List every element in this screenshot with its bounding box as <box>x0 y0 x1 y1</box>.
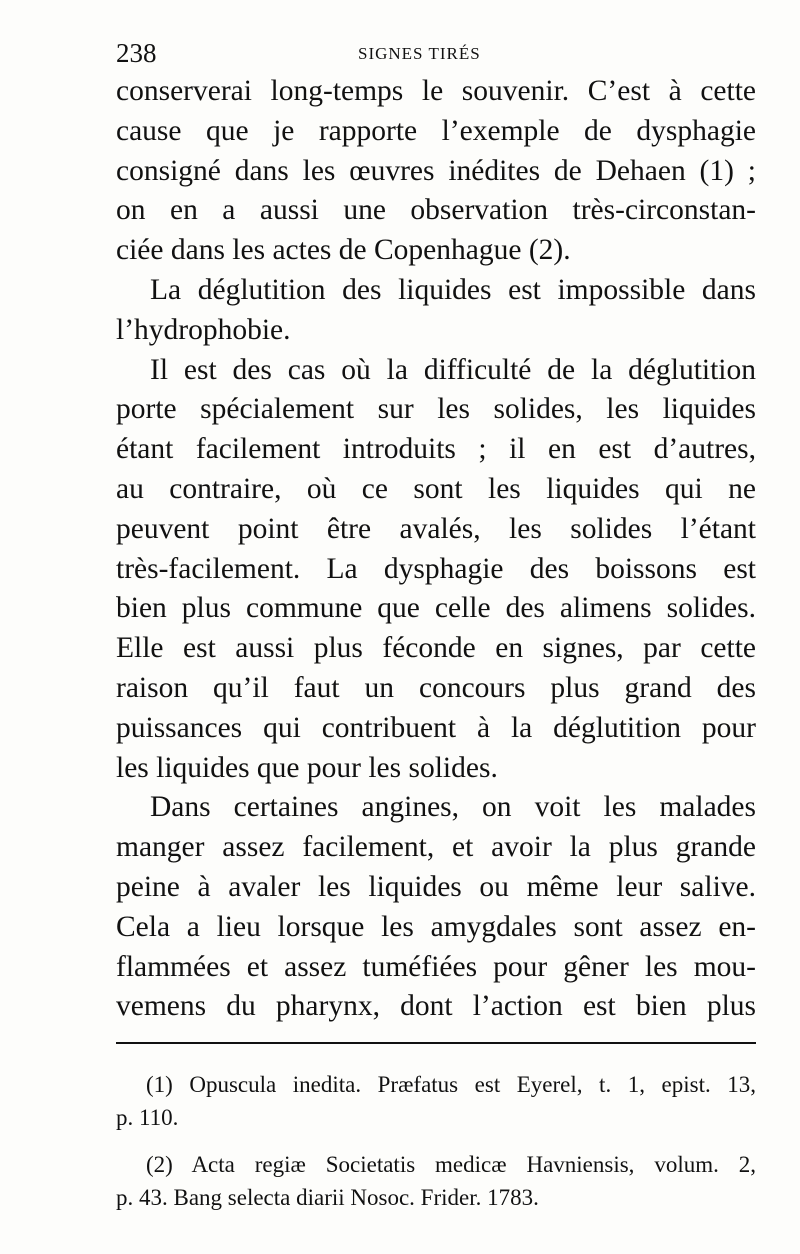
footnote-rule <box>116 1042 756 1044</box>
body-line: Cela a lieu lorsque les amygdales sont assez en- <box>116 910 756 943</box>
body-text <box>116 72 756 1027</box>
body-line: bien plus commune que celle des alimens solides. <box>116 592 756 625</box>
footnote-line: p. 43. Bang selecta diarii Nosoc. Frider. 1783. <box>116 1185 539 1210</box>
body-line: puissances qui contribuent à la déglutition pour <box>116 711 756 744</box>
footnote-2 <box>116 1148 756 1214</box>
body-line: très-facilement. La dysphagie des boissons est <box>116 552 756 585</box>
body-line: cause que je rapporte l’exemple de dysphagie <box>116 114 756 147</box>
body-line: La déglutition des liquides est impossible dans <box>150 273 756 306</box>
footnote-line: p. 110. <box>116 1105 179 1130</box>
body-line: l’hydrophobie. <box>116 313 291 346</box>
footnote-line: (1) Opuscula inedita. Præfatus est Eyerel, t. 1, epist. 13, <box>146 1072 756 1097</box>
page-number: 238 <box>116 38 157 68</box>
body-line: raison qu’il faut un concours plus grand des <box>116 671 756 704</box>
body-line: étant facilement introduits ; il en est d’autres, <box>116 433 756 466</box>
body-line: vemens du pharynx, dont l’action est bien plus <box>116 990 756 1023</box>
footnote-line: (2) Acta regiæ Societatis medicæ Havniensis, volum. 2, <box>146 1152 756 1177</box>
page-header <box>116 38 756 72</box>
body-line: manger assez facilement, et avoir la plus grande <box>116 831 756 864</box>
body-line: conserverai long-temps le souvenir. C’est à cette <box>116 75 756 107</box>
body-line: on en a aussi une observation très-circonstan- <box>116 194 756 227</box>
body-line: Elle est aussi plus féconde en signes, par cette <box>116 632 756 665</box>
footnote-gap <box>116 1134 756 1148</box>
body-line: consigné dans les œuvres inédites de Dehaen (1) ; <box>116 154 756 187</box>
footnote-1 <box>116 1068 756 1134</box>
body-line: Dans certaines angines, on voit les malades <box>150 791 756 824</box>
body-line: peine à avaler les liquides ou même leur salive. <box>116 870 756 903</box>
footnotes <box>116 1068 756 1214</box>
body-line: les liquides que pour les solides. <box>116 751 498 784</box>
body-line: ciée dans les actes de Copenhague (2). <box>116 234 571 267</box>
running-head: SIGNES TIRÉS <box>358 44 481 63</box>
body-line: porte spécialement sur les solides, les liquides <box>116 393 756 426</box>
body-line: au contraire, où ce sont les liquides qui ne <box>116 472 756 505</box>
body-line: peuvent point être avalés, les solides l’étant <box>116 512 756 545</box>
body-line: flammées et assez tuméfiées pour gêner les mou- <box>116 950 756 983</box>
body-line: Il est des cas où la difficulté de la déglutition <box>150 353 756 386</box>
